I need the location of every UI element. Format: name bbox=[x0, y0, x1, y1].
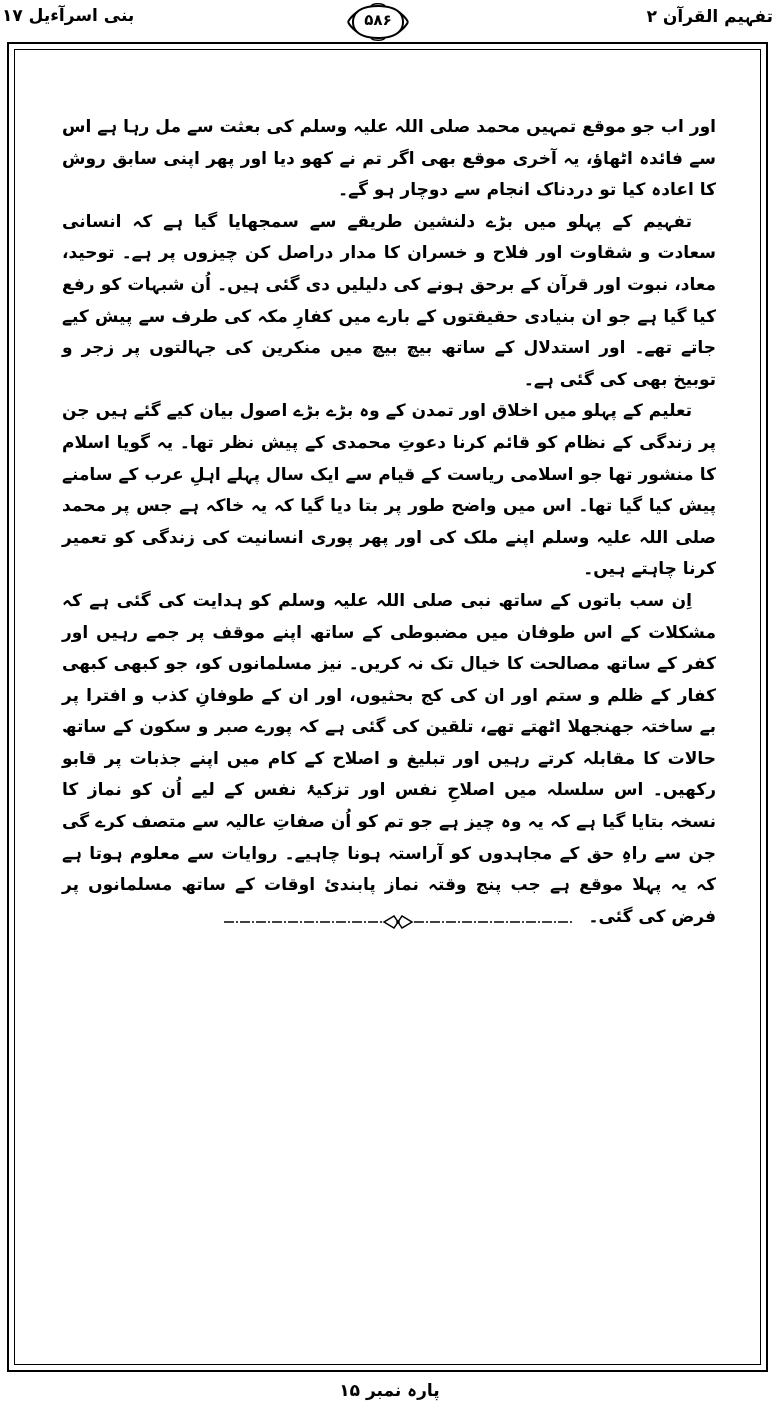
paragraph-4: اِن سب باتوں کے ساتھ نبی صلی اللہ علیہ وسلم کو ہدایت کی گئی ہے کہ مشکلات کے اس طوفان میں مضبوطی کے ساتھ اپنے موقف پر جمے رہیں اور کفر کے ساتھ مصالحت کا خیال تک نہ کریں۔ نیز مسلمانوں کو، جو کبھی کبھی کفار کے ظلم و ستم اور ان کی کج بحثیوں، اور ان کے طوفانِ کذب و افترا پر بے ساختہ جھنجھلا اٹھتے تھے، تلقین کی گئی ہے کہ پورے صبر و سکون کے ساتھ حالات کا مقابلہ کرتے رہیں اور تبلیغ و اصلاح کے کام میں اپنے جذبات پر قابو رکھیں۔ اس سلسلہ میں اصلاحِ نفس اور تزکیۂ نفس کے لیے اُن کو نماز کا نسخہ بتایا گیا ہے کہ یہ وہ چیز ہے جو تم کو اُن صفاتِ عالیہ سے متصف کرے گی جن سے راہِ حق کے مجاہدوں کو آراستہ ہونا چاہیے۔ روایات سے معلوم ہوتا ہے کہ یہ پہلا موقع ہے جب پنج وقتہ نماز پابندیٔ اوقات کے ساتھ مسلمانوں پر فرض کی گئی۔ bbox=[62, 590, 716, 927]
para-number-footer: پارہ نمبر ۱۵ bbox=[339, 1381, 440, 1401]
page-number: ۵۸۶ bbox=[364, 11, 392, 29]
book-title-header: تفہیم القرآن ۲ bbox=[646, 7, 773, 27]
paragraph-2: تفہیم کے پہلو میں بڑے دلنشین طریقے سے سمجھایا گیا ہے کہ انسانی سعادت و شقاوت اور فلاح و خسران کا مدار دراصل کن چیزوں پر ہے۔ توحید، معاد، نبوت اور قرآن کے برحق ہونے کی دلیلیں دی گئی ہیں۔ اُن شبہات کو رفع کیا گیا ہے جو ان بنیادی حقیقتوں کے بارے میں کفارِ مکہ کی طرف سے پیش کیے جاتے تھے۔ اور استدلال کے ساتھ بیچ بیچ میں منکرین کی جہالتوں پر زجر و توبیخ بھی کی گئی ہے۔ bbox=[62, 211, 716, 390]
paragraph-3: تعلیم کے پہلو میں اخلاق اور تمدن کے وہ بڑے بڑے اصول بیان کیے گئے ہیں جن پر زندگی کے نظام کو قائم کرنا دعوتِ محمدی کے پیش نظر تھا۔ یہ گویا اسلام کا منشور تھا جو اسلامی ریاست کے قیام سے ایک سال پہلے اہلِ عرب کے سامنے پیش کیا گیا تھا۔ اس میں واضح طور پر بتا دیا گیا کہ یہ خاکہ ہے جس پر محمد صلی اللہ علیہ وسلم اپنے ملک کی اور پھر پوری انسانیت کی زندگی کو تعمیر کرنا چاہتے ہیں۔ bbox=[62, 401, 716, 580]
page-number-seal bbox=[345, 2, 411, 42]
surah-name-header: بنی اسرآءیل ۱۷ bbox=[2, 6, 135, 26]
section-divider-ornament bbox=[222, 915, 574, 929]
main-text bbox=[62, 112, 716, 933]
paragraph-1: اور اب جو موقع تمہیں محمد صلی اللہ علیہ وسلم کی بعثت سے مل رہا ہے اس سے فائدہ اٹھاؤ، یہ آخری موقع بھی اگر تم نے کھو دیا اور پھر اپنی سابق روش کا اعادہ کیا تو دردناک انجام سے دوچار ہو گے۔ bbox=[62, 117, 716, 201]
